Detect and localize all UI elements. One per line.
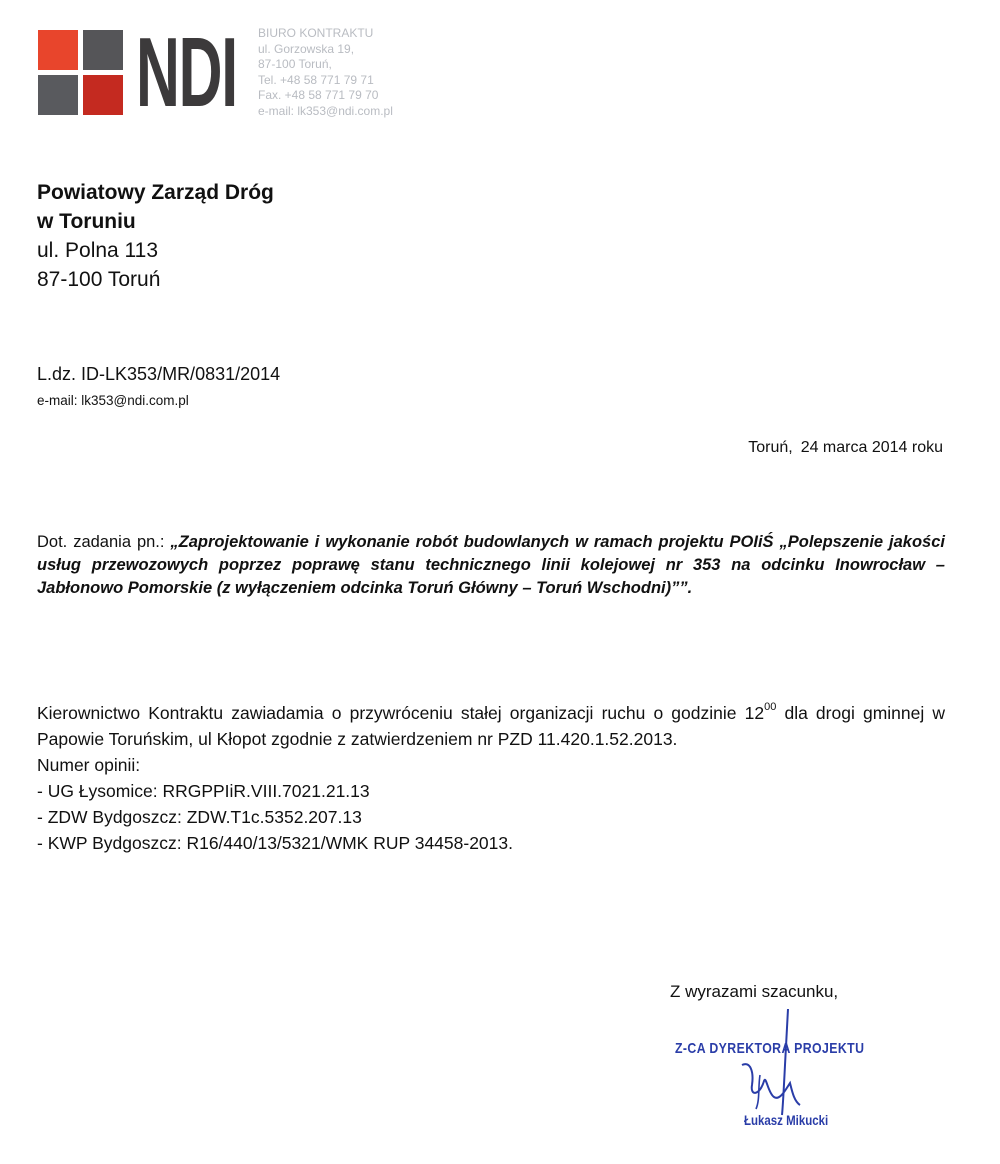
subject-paragraph [37, 531, 945, 600]
office-fax: Fax. +48 58 771 79 70 [258, 88, 379, 103]
logo-square-red [38, 30, 78, 70]
stamp-role: Z-CA DYREKTORA PROJEKTU [675, 1040, 865, 1057]
subject-prefix: Dot. zadania pn.: [37, 533, 171, 551]
main-paragraph [37, 700, 945, 752]
office-street: ul. Gorzowska 19, [258, 41, 355, 56]
main-paragraph-text: Kierownictwo Kontraktu zawiadamia o przywróceniu stałej organizacji ruchu o godzinie 12 [37, 703, 765, 723]
recipient-street: ul. Polna 113 [37, 239, 159, 262]
opinion-item: - UG Łysomice: RRGPPIiR.VIII.7021.21.13 [37, 781, 370, 801]
closing-phrase: Z wyrazami szacunku, [670, 982, 839, 1001]
logo-square-dark-red [83, 75, 123, 115]
office-title: BIURO KONTRAKTU [258, 26, 374, 40]
office-email: e-mail: lk353@ndi.com.pl [258, 103, 393, 118]
opinion-item: - ZDW Bydgoszcz: ZDW.T1c.5352.207.13 [37, 807, 362, 827]
office-city: 87-100 Toruń, [258, 57, 332, 72]
company-logo [38, 17, 237, 127]
subject-title: „Zaprojektowanie i wykonanie robót budowlanych w ramach projektu POIiŚ „Polepszenie jakości usług przewozowych poprzez poprawę stanu technicznego linii kolejowej nr 353 na odcinku Inowrocław – Jabłonowo Pomorskie (z wyłączeniem odcinka Toruń Główny – Toruń Wschodni)””. [37, 533, 945, 597]
recipient-address [37, 178, 274, 294]
recipient-name-line2: w Toruniu [37, 210, 136, 233]
letter-date [748, 439, 943, 457]
office-phone: Tel. +48 58 771 79 71 [258, 72, 374, 87]
recipient-city: 87-100 Toruń [37, 268, 161, 291]
recipient-name: Powiatowy Zarząd Dróg [37, 181, 274, 204]
reference-number: L.dz. ID-LK353/MR/0831/2014 [37, 364, 281, 384]
date-place: Toruń, [748, 439, 793, 456]
opinion-header: Numer opinii: [37, 755, 141, 775]
logo-square-gray [83, 30, 123, 70]
date-value: 24 marca 2014 roku [800, 439, 943, 456]
main-paragraph-rest: dla drogi gminnej w Papowie Toruńskim, ul Kłopot zgodnie z zatwierdzeniem nr PZD 11.420.1.52.2013. [37, 703, 946, 749]
handwritten-signature [730, 1005, 820, 1125]
logo-square-gray-bottom [38, 75, 78, 115]
office-address-block [258, 26, 393, 120]
opinion-item: - KWP Bydgoszcz: R16/440/13/5321/WMK RUP 34458-2013. [37, 833, 513, 853]
time-superscript: 00 [764, 701, 777, 714]
reference-email: e-mail: lk353@ndi.com.pl [37, 393, 189, 408]
letter-body [37, 700, 945, 856]
logo-text: NDI [136, 17, 237, 127]
stamp-name: Łukasz Mikucki [744, 1112, 829, 1128]
